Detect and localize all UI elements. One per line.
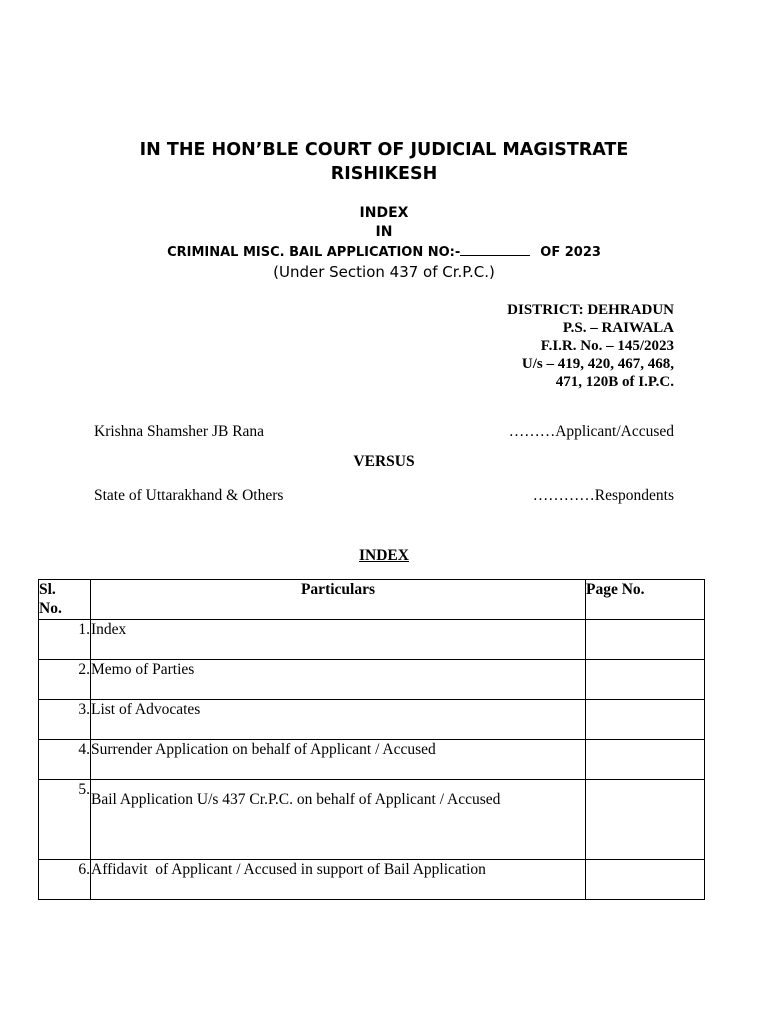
district: DISTRICT: DEHRADUN [507,302,674,318]
table-header-row [39,580,705,620]
sections-line2: 471, 120B of I.P.C. [555,374,674,390]
row-particulars: Index [91,620,586,660]
application-number-line [0,243,768,262]
court-title [0,138,768,186]
row-page [586,740,705,780]
row-sl: 6. [39,860,91,900]
row-sl: 5. [39,780,91,860]
applicant-name: Krishna Shamsher JB Rana [94,423,265,440]
applicant-row [94,422,674,442]
table-row [39,740,705,780]
row-sl: 2. [39,660,91,700]
fir-number: F.I.R. No. – 145/2023 [540,338,674,354]
versus-label: VERSUS [353,453,415,470]
application-number-blank [460,243,530,256]
row-sl: 4. [39,740,91,780]
case-details [507,301,674,391]
police-station: P.S. – RAIWALA [562,320,674,336]
court-title-line1: IN THE HON’BLE COURT OF JUDICIAL MAGISTRATE [139,140,629,160]
table-row [39,620,705,660]
header-sl-line2: No. [39,600,62,617]
application-suffix: OF 2023 [540,245,601,260]
row-particulars: Memo of Parties [91,660,586,700]
index-heading-line2: IN [375,224,393,240]
application-prefix: CRIMINAL MISC. BAIL APPLICATION NO:- [167,245,461,260]
row-page [586,660,705,700]
row-page [586,620,705,660]
row-sl: 1. [39,620,91,660]
row-particulars: Affidavit of Applicant / Accused in support of Bail Application [91,860,586,900]
header-page-no: Page No. [586,580,705,620]
index-heading [0,204,768,242]
table-row [39,780,705,860]
section-reference: (Under Section 437 of Cr.P.C.) [273,263,495,281]
row-particulars: Bail Application U/s 437 Cr.P.C. on behalf of Applicant / Accused [91,780,586,860]
row-particulars: Surrender Application on behalf of Applicant / Accused [91,740,586,780]
table-row [39,700,705,740]
row-page [586,700,705,740]
respondent-row [94,486,674,506]
applicant-role: ………Applicant/Accused [508,423,674,440]
index-table-title: INDEX [359,547,409,564]
header-sl-no [39,580,91,620]
table-row [39,860,705,900]
row-particulars: List of Advocates [91,700,586,740]
row-page [586,780,705,860]
header-particulars: Particulars [91,580,586,620]
court-title-line2: RISHIKESH [330,164,438,184]
index-table [38,579,705,900]
row-page [586,860,705,900]
index-heading-line1: INDEX [359,205,409,221]
row-sl: 3. [39,700,91,740]
respondent-role: …………Respondents [532,487,674,504]
header-sl-line1: Sl. [39,581,56,598]
respondent-name: State of Uttarakhand & Others [94,487,284,504]
sections-line1: U/s – 419, 420, 467, 468, [521,356,674,372]
table-row [39,660,705,700]
